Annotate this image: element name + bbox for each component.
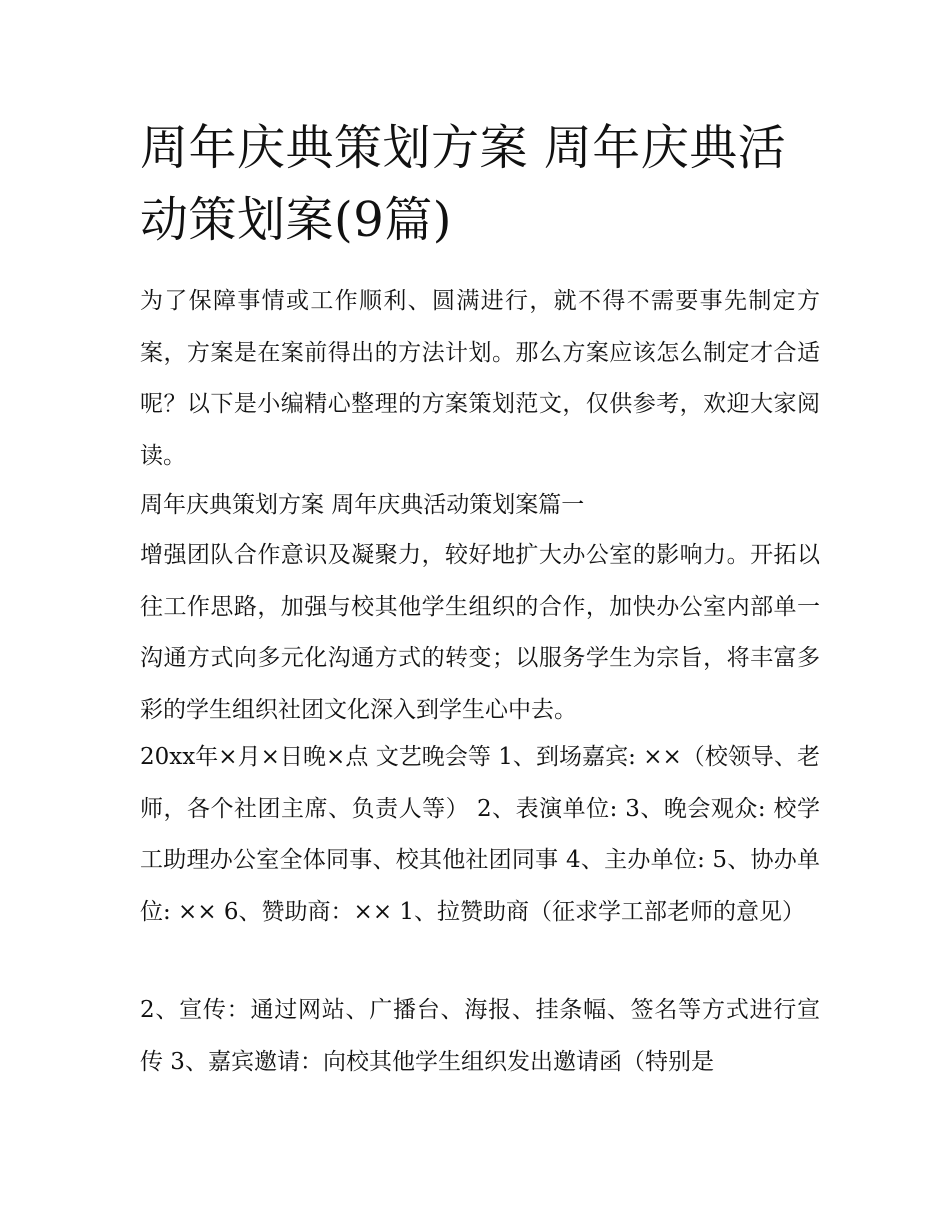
section-heading: 周年庆典策划方案 周年庆典活动策划案篇一 (140, 492, 585, 518)
publicity-paragraph: 2、宣传：通过网站、广播台、海报、挂条幅、签名等方式进行宣传 3、嘉宾邀请：向校其他学生组织发出邀请函（特别是 (140, 997, 820, 1075)
intro-paragraph: 为了保障事情或工作顺利、圆满进行，就不得不需要事先制定方案，方案是在案前得出的方法计划。那么方案应该怎么制定才合适呢？以下是小编精心整理的方案策划范文，仅供参考，欢迎大家阅读。 (140, 288, 820, 469)
document-title: 周年庆典策划方案 周年庆典活动策划案(9篇) (140, 120, 787, 248)
goal-paragraph: 增强团队合作意识及凝聚力，较好地扩大办公室的影响力。开拓以往工作思路，加强与校其他学生组织的合作，加快办公室内部单一沟通方式向多元化沟通方式的转变；以服务学生为宗旨，将丰富多彩的学生组织社团文化深入到学生心中去。 (140, 542, 820, 723)
event-details-paragraph: 20xx年×月×日晚×点 文艺晚会等 1、到场嘉宾: ××（校领导、老师，各个社团主席、负责人等） 2、表演单位: 3、晚会观众: 校学工助理办公室全体同事、校其他社团同事 4、主办单位: 5、协办单位: ×× 6、赞助商：×× 1、拉赞助商（征求学工部老师的意见） (140, 744, 820, 925)
